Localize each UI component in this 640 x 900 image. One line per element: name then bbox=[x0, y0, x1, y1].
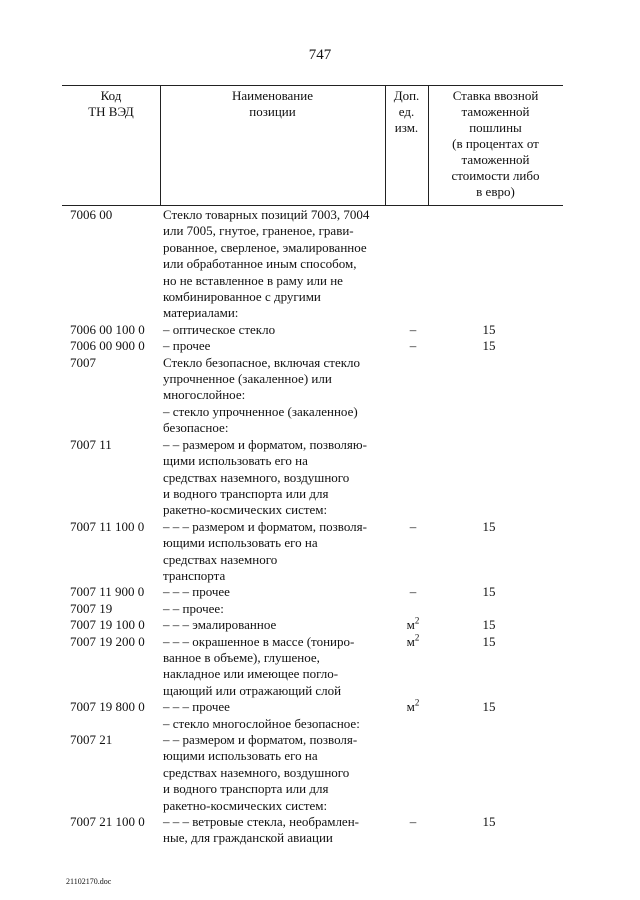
table-row bbox=[0, 634, 640, 700]
table-row bbox=[0, 207, 640, 322]
row-rate: 15 bbox=[482, 699, 496, 715]
header-unit: Доп. ед. изм. bbox=[393, 88, 420, 135]
row-code: 7007 19 bbox=[70, 600, 113, 616]
row-rate: 15 bbox=[482, 321, 496, 337]
row-name: – стекло многослойное безопасное: bbox=[163, 715, 360, 731]
row-rate: 15 bbox=[482, 584, 496, 600]
row-unit bbox=[402, 617, 424, 633]
table-row bbox=[0, 355, 640, 404]
table-row bbox=[0, 404, 640, 437]
row-name: – оптическое стекло bbox=[163, 321, 276, 337]
row-unit: – bbox=[409, 814, 417, 830]
unit-exponent: 2 bbox=[414, 697, 420, 708]
row-code: 7007 19 100 0 bbox=[70, 617, 145, 633]
unit-text: м bbox=[406, 699, 415, 715]
row-name: – – – прочее bbox=[163, 699, 230, 715]
unit-text: м bbox=[406, 617, 415, 633]
table-row bbox=[0, 338, 640, 354]
row-name: – – – эмалированное bbox=[163, 617, 277, 633]
row-name: – стекло упрочненное (закаленное) безопасное: bbox=[163, 403, 358, 436]
row-rate: 15 bbox=[482, 338, 496, 354]
unit-exponent: 2 bbox=[414, 615, 420, 626]
unit-text: м bbox=[406, 633, 415, 649]
row-name: – – размером и форматом, позволяю- щими использовать его на средствах наземного, воздушного и водного транспорта или для ракетно-космических систем: bbox=[163, 436, 367, 518]
row-code: 7007 19 800 0 bbox=[70, 699, 145, 715]
table-header-border bbox=[62, 205, 563, 206]
row-code: 7006 00 100 0 bbox=[70, 321, 145, 337]
table-row bbox=[0, 814, 640, 847]
row-name: – – прочее: bbox=[163, 600, 224, 616]
table-top-border bbox=[62, 85, 563, 86]
row-unit: – bbox=[409, 338, 417, 354]
row-name: – – – прочее bbox=[163, 584, 230, 600]
table-row bbox=[0, 699, 640, 715]
table-row bbox=[0, 716, 640, 732]
row-name: – – – окрашенное в массе (тониро- ванное в объеме), глушеное, накладное или имеющее погло- щающий или отражающий слой bbox=[163, 633, 355, 698]
row-rate: 15 bbox=[482, 617, 496, 633]
row-code: 7007 11 900 0 bbox=[70, 584, 145, 600]
table-row bbox=[0, 322, 640, 338]
row-unit bbox=[402, 699, 424, 715]
row-rate: 15 bbox=[482, 814, 496, 830]
row-name: Стекло безопасное, включая стекло упрочненное (закаленное) или многослойное: bbox=[163, 354, 361, 403]
table-row bbox=[0, 437, 640, 519]
row-unit: – bbox=[409, 321, 417, 337]
row-name: – – – размером и форматом, позволя- ющими использовать его на средствах наземного транспорта bbox=[163, 518, 367, 583]
page-number: 747 bbox=[308, 47, 332, 63]
row-unit: – bbox=[409, 518, 417, 534]
table-row bbox=[0, 584, 640, 600]
row-code: 7007 21 100 0 bbox=[70, 814, 145, 830]
file-name-footer: 21102170.doc bbox=[66, 877, 112, 886]
row-name: – – – ветровые стекла, необрамлен- ные, для гражданской авиации bbox=[163, 814, 359, 846]
row-name: Стекло товарных позиций 7003, 7004 или 7005, гнутое, граненое, грави- рованное, сверленое, эмалированное или обработанное иным способом, но не вставленное в раму или не комбинированное с другими материалами: bbox=[163, 207, 370, 321]
row-code: 7007 21 bbox=[70, 732, 113, 747]
row-code: 7007 19 200 0 bbox=[70, 633, 145, 649]
table-row bbox=[0, 601, 640, 617]
unit-exponent: 2 bbox=[414, 632, 420, 643]
tariff-table bbox=[0, 207, 640, 847]
table-row bbox=[0, 732, 640, 814]
row-unit bbox=[402, 634, 424, 650]
row-code: 7006 00 bbox=[70, 207, 113, 222]
header-name: Наименование позиции bbox=[232, 88, 313, 119]
header-code: Код ТН ВЭД bbox=[88, 88, 134, 119]
table-row bbox=[0, 519, 640, 585]
row-code: 7006 00 900 0 bbox=[70, 338, 145, 354]
row-unit: – bbox=[409, 584, 417, 600]
row-name: – – размером и форматом, позволя- ющими использовать его на средствах наземного, воздушного и водного транспорта или для ракетно-космических систем: bbox=[163, 732, 358, 813]
row-code: 7007 bbox=[70, 354, 96, 370]
row-name: – прочее bbox=[163, 338, 211, 354]
header-rate: Ставка ввозной таможенной пошлины (в процентах от таможенной стоимости либо в евро) bbox=[451, 88, 540, 199]
row-code: 7007 11 100 0 bbox=[70, 518, 145, 534]
row-rate: 15 bbox=[482, 633, 496, 649]
row-code: 7007 11 bbox=[70, 436, 112, 452]
row-rate: 15 bbox=[482, 518, 496, 534]
table-row bbox=[0, 617, 640, 633]
